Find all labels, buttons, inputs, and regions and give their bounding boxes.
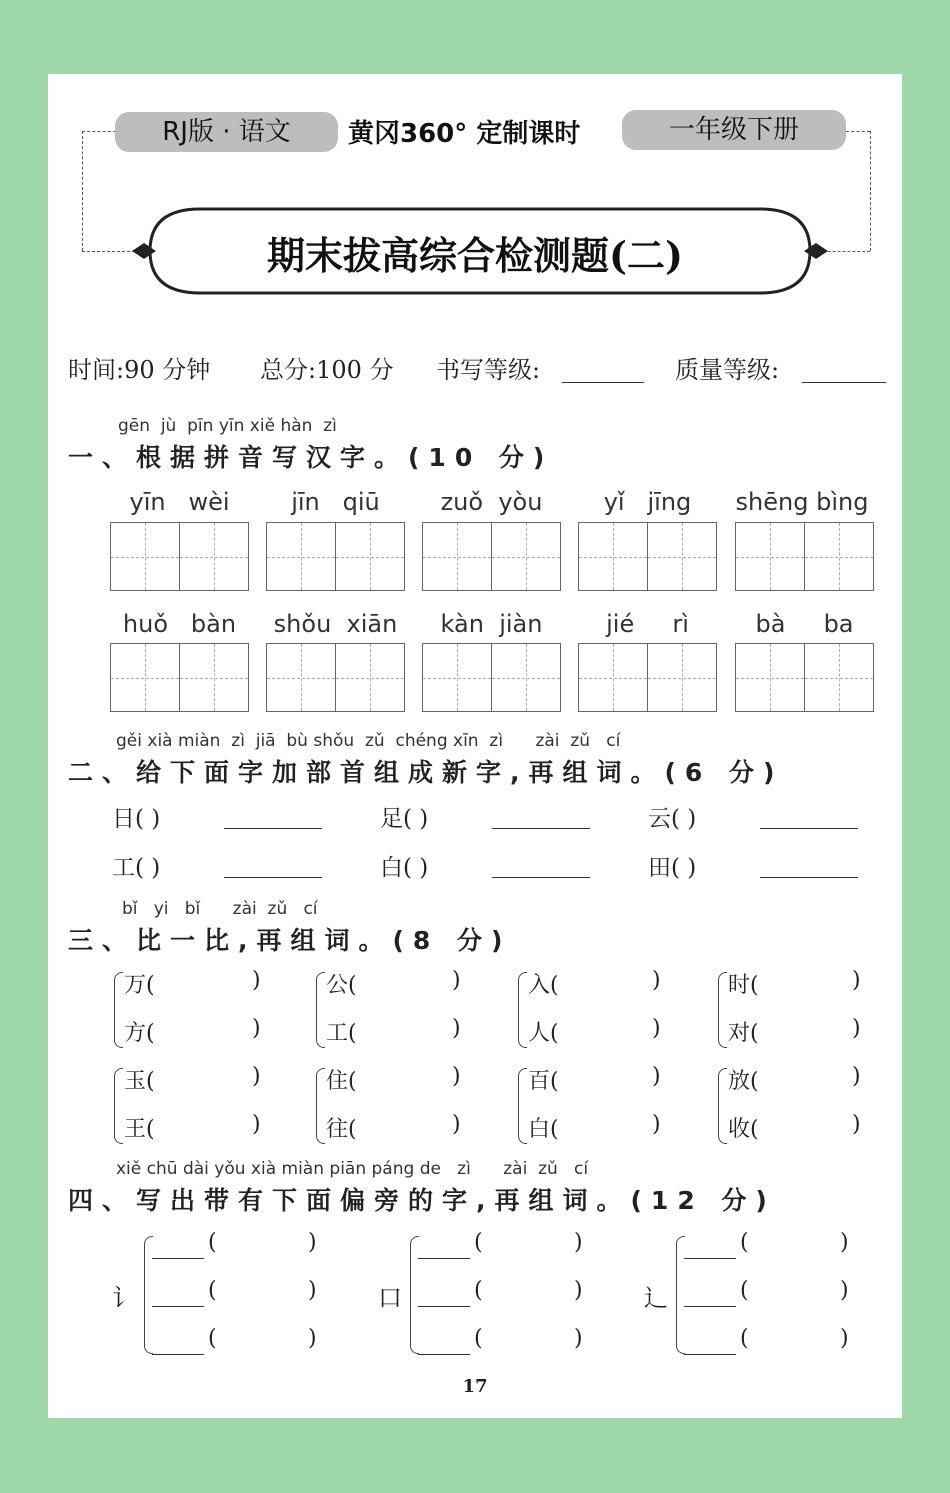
paren-open: ( <box>474 1326 483 1351</box>
paren-open: ( <box>208 1230 217 1255</box>
q3-pinyin: bǐ yi bǐ zài zǔ cí <box>122 899 318 919</box>
q4-group <box>112 1228 332 1362</box>
pair-bottom[interactable]: 方( <box>124 1021 155 1046</box>
writing-grid[interactable] <box>578 522 717 591</box>
pair-bottom[interactable]: 白( <box>528 1117 559 1142</box>
pair-top-close: ) <box>452 1064 461 1089</box>
pair-bottom-close: ) <box>252 1016 261 1041</box>
paren-open: ( <box>474 1278 483 1303</box>
paren-close: ) <box>574 1278 583 1303</box>
q2-pinyin: gěi xià miàn zì jiā bù shǒu zǔ chéng xīn zì zài zǔ cí <box>116 731 621 751</box>
q1-pinyin-1: yīn wèi <box>129 488 230 516</box>
pair-top[interactable]: 时( <box>728 973 759 998</box>
q2-item-text: 云( ) <box>648 806 697 832</box>
paren-close: ) <box>308 1230 317 1255</box>
brace <box>144 1236 153 1354</box>
header-dash-left-top <box>82 131 116 132</box>
time-label: 时间:90 分钟 <box>68 356 211 384</box>
header-dash-right-vertical <box>870 131 871 251</box>
pair-bottom[interactable]: 王( <box>124 1117 155 1142</box>
answer-blank[interactable] <box>684 1354 736 1355</box>
q1-pinyin-2: jīn qiū <box>291 488 380 516</box>
q4-pinyin: xiě chū dài yǒu xià miàn piān páng de zì zài zǔ cí <box>116 1159 589 1179</box>
pair-bottom[interactable]: 收( <box>728 1117 759 1142</box>
pair-bottom-close: ) <box>452 1016 461 1041</box>
paren-open: ( <box>474 1230 483 1255</box>
writing-grid[interactable] <box>422 643 561 712</box>
pair-bottom[interactable]: 对( <box>728 1021 759 1046</box>
pair-top-close: ) <box>652 1064 661 1089</box>
quality-grade-blank[interactable] <box>802 382 886 383</box>
pair-top[interactable]: 放( <box>728 1069 759 1094</box>
radical: 口 <box>378 1284 402 1312</box>
answer-blank[interactable] <box>684 1306 736 1307</box>
paren-open: ( <box>740 1326 749 1351</box>
q3-pair <box>316 966 466 1056</box>
pair-bottom[interactable]: 工( <box>326 1021 357 1046</box>
writing-grid[interactable] <box>110 522 249 591</box>
pair-top[interactable]: 百( <box>528 1069 559 1094</box>
answer-blank[interactable] <box>684 1258 736 1259</box>
pair-top[interactable]: 住( <box>326 1069 357 1094</box>
q2-item[interactable] <box>112 800 160 833</box>
pair-bottom-close: ) <box>852 1016 861 1041</box>
brace <box>718 972 727 1048</box>
q3-pair <box>718 1062 868 1152</box>
paren-open: ( <box>208 1326 217 1351</box>
pair-bottom-close: ) <box>452 1112 461 1137</box>
q1-pinyin: gēn jù pīn yīn xiě hàn zì <box>118 416 337 436</box>
q1-pinyin-4: yǐ jīng <box>603 488 692 516</box>
q1-heading: 一、根据拼音写汉字。(10 分) <box>68 443 554 472</box>
brace <box>676 1236 685 1354</box>
q1-pinyin-9: jié rì <box>606 610 689 638</box>
answer-blank[interactable] <box>418 1258 470 1259</box>
pair-top-close: ) <box>852 968 861 993</box>
quality-grade-label: 质量等级: <box>675 356 780 384</box>
q4-group <box>644 1228 864 1362</box>
page-number: 17 <box>462 1376 488 1397</box>
writing-grid[interactable] <box>110 643 249 712</box>
radical: 讠 <box>112 1284 136 1312</box>
q1-pinyin-6: huǒ bàn <box>122 610 237 638</box>
answer-blank[interactable] <box>760 877 858 878</box>
q2-item-text: 白( ) <box>380 855 429 881</box>
answer-blank[interactable] <box>418 1354 470 1355</box>
answer-blank[interactable] <box>492 828 590 829</box>
answer-blank[interactable] <box>152 1258 204 1259</box>
q2-item[interactable] <box>648 849 696 882</box>
q4-heading: 四、写出带有下面偏旁的字,再组词。(12 分) <box>68 1186 776 1215</box>
paren-close: ) <box>840 1230 849 1255</box>
pair-top-close: ) <box>452 968 461 993</box>
answer-blank[interactable] <box>418 1306 470 1307</box>
pair-top[interactable]: 万( <box>124 973 155 998</box>
pair-top[interactable]: 玉( <box>124 1069 155 1094</box>
writing-grid[interactable] <box>735 522 874 591</box>
q3-pair <box>518 966 668 1056</box>
brace <box>718 1068 727 1144</box>
brace <box>316 972 325 1048</box>
pair-bottom[interactable]: 人( <box>528 1021 559 1046</box>
q2-item-text: 工( ) <box>112 855 161 881</box>
q2-item[interactable] <box>112 849 160 882</box>
pair-bottom-close: ) <box>652 1016 661 1041</box>
q3-pair <box>114 1062 264 1152</box>
q1-pinyin-8: kàn jiàn <box>440 610 543 638</box>
brace <box>114 1068 123 1144</box>
pair-top-close: ) <box>252 968 261 993</box>
pair-top[interactable]: 公( <box>326 973 357 998</box>
subject-pill: RJ版 · 语文 <box>115 112 338 152</box>
writing-grid[interactable] <box>735 643 874 712</box>
answer-blank[interactable] <box>152 1354 204 1355</box>
q2-item-text: 足( ) <box>380 806 429 832</box>
header-dash-left-vertical <box>82 131 83 251</box>
paren-open: ( <box>740 1278 749 1303</box>
writing-grid[interactable] <box>422 522 561 591</box>
paren-open: ( <box>208 1278 217 1303</box>
q1-pinyin-3: zuǒ yòu <box>440 488 543 516</box>
writing-grid[interactable] <box>266 643 405 712</box>
grade-pill: 一年级下册 <box>622 110 846 150</box>
pair-top-close: ) <box>852 1064 861 1089</box>
paren-close: ) <box>840 1278 849 1303</box>
paren-close: ) <box>840 1326 849 1351</box>
pair-bottom-close: ) <box>852 1112 861 1137</box>
answer-blank[interactable] <box>492 877 590 878</box>
pair-bottom-close: ) <box>252 1112 261 1137</box>
paren-open: ( <box>740 1230 749 1255</box>
writing-grid[interactable] <box>266 522 405 591</box>
radical: 辶 <box>644 1284 668 1312</box>
q1-pinyin-7: shǒu xiān <box>273 610 398 638</box>
writing-grade-label: 书写等级: <box>436 356 541 384</box>
brace <box>410 1236 419 1354</box>
answer-blank[interactable] <box>224 828 322 829</box>
q2-heading: 二、给下面字加部首组成新字,再组词。(6 分) <box>68 758 784 787</box>
brace <box>114 972 123 1048</box>
q1-pinyin-10: bà ba <box>755 610 854 638</box>
q2-item[interactable] <box>648 800 696 833</box>
header-dash-right-top <box>846 131 870 132</box>
brand-label: 黄冈360° 定制课时 <box>348 119 581 149</box>
pair-top[interactable]: 入( <box>528 973 559 998</box>
q2-item-text: 日( ) <box>112 806 161 832</box>
q3-pair <box>316 1062 466 1152</box>
pair-bottom[interactable]: 往( <box>326 1117 357 1142</box>
paren-close: ) <box>574 1326 583 1351</box>
brace <box>518 1068 527 1144</box>
brace <box>518 972 527 1048</box>
answer-blank[interactable] <box>760 828 858 829</box>
answer-blank[interactable] <box>152 1306 204 1307</box>
q1-pinyin-5: shēng bìng <box>735 488 869 516</box>
writing-grade-blank[interactable] <box>562 382 644 383</box>
writing-grid[interactable] <box>578 643 717 712</box>
q3-pair <box>114 966 264 1056</box>
q3-pair <box>718 966 868 1056</box>
q3-pair <box>518 1062 668 1152</box>
q2-item-text: 田( ) <box>648 855 697 881</box>
q4-group <box>378 1228 598 1362</box>
q3-heading: 三、比一比,再组词。(8 分) <box>68 926 512 955</box>
q2-item[interactable] <box>380 849 428 882</box>
paren-close: ) <box>308 1326 317 1351</box>
brace <box>316 1068 325 1144</box>
page-title: 期末拔高综合检测题(二) <box>267 233 683 278</box>
paren-close: ) <box>308 1278 317 1303</box>
total-score-label: 总分:100 分 <box>260 356 394 384</box>
answer-blank[interactable] <box>224 877 322 878</box>
paren-close: ) <box>574 1230 583 1255</box>
pair-top-close: ) <box>652 968 661 993</box>
pair-bottom-close: ) <box>652 1112 661 1137</box>
pair-top-close: ) <box>252 1064 261 1089</box>
q2-item[interactable] <box>380 800 428 833</box>
